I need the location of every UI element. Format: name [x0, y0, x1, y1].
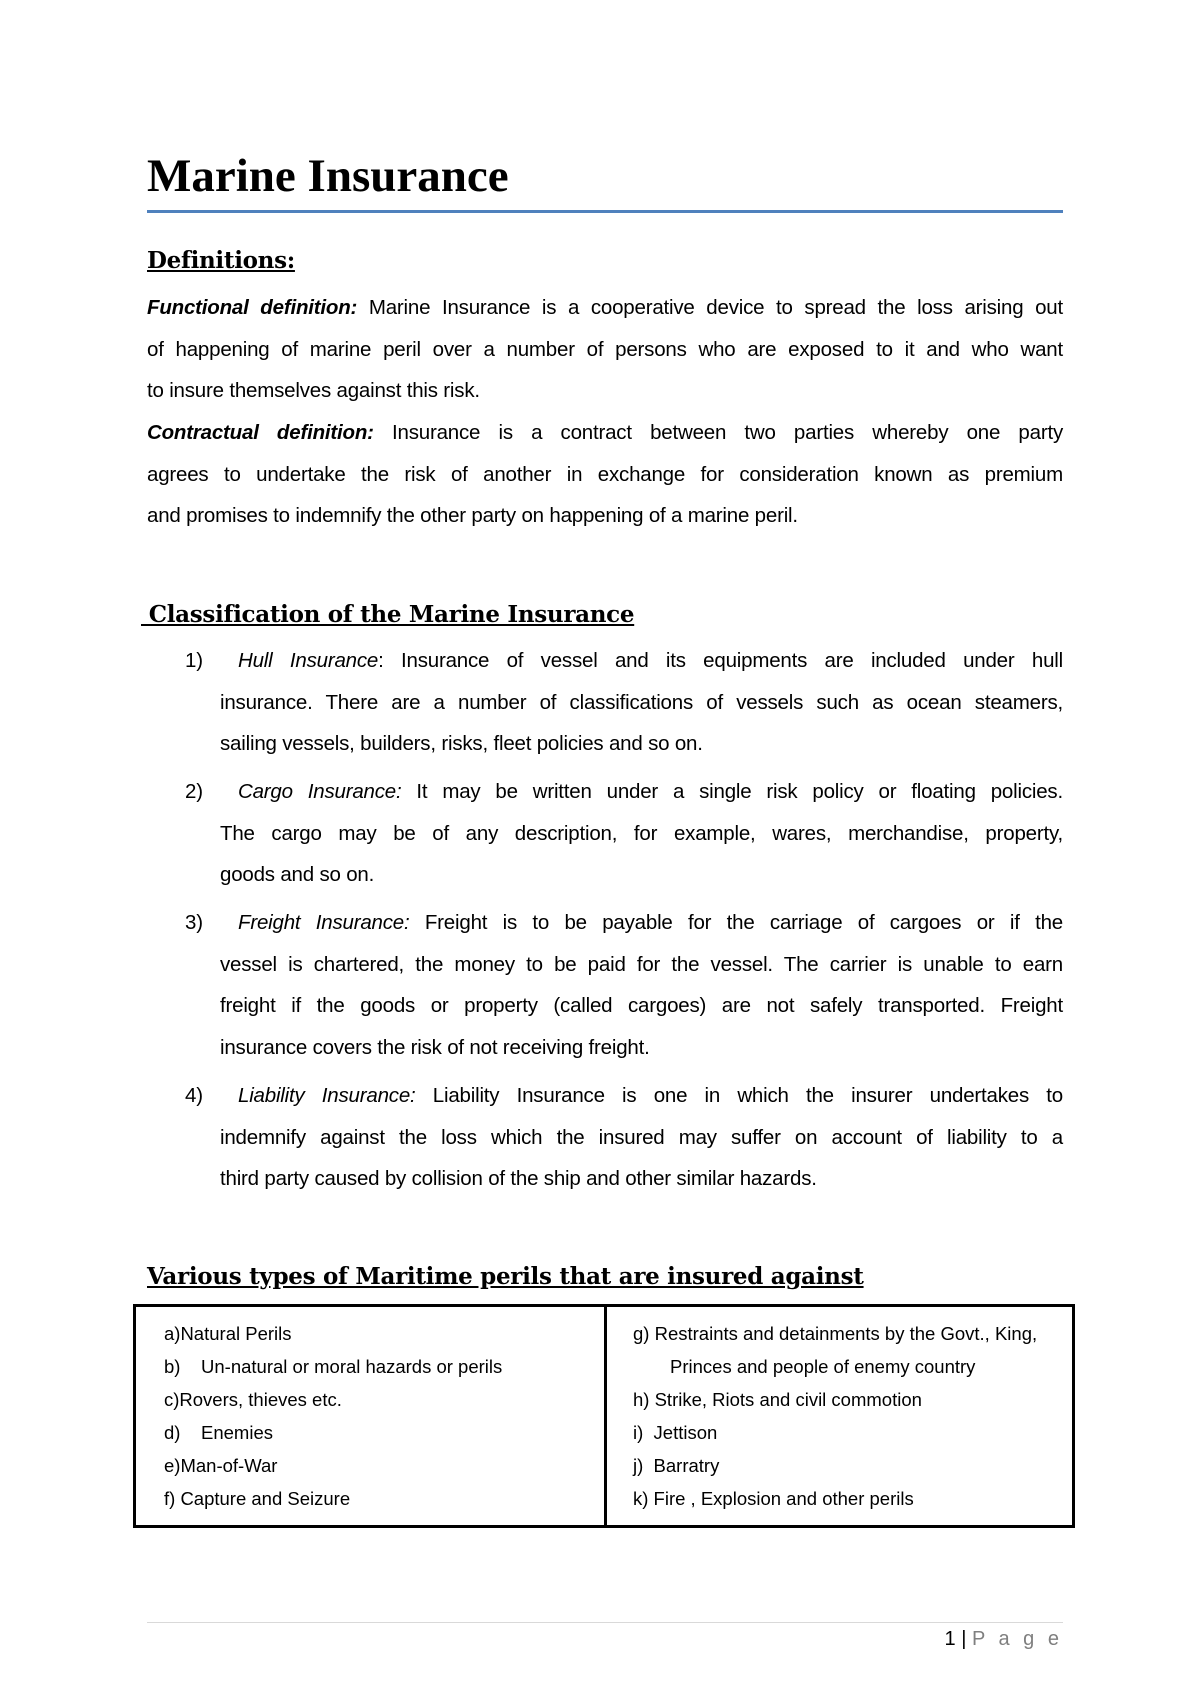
- page-label: P a g e: [971, 1628, 1063, 1650]
- peril-item: d) Enemies: [164, 1422, 273, 1443]
- cargo-line-3: goods and so on.: [220, 863, 375, 886]
- liability-line-3: third party caused by collision of the ship and other similar hazards.: [220, 1167, 817, 1190]
- contractual-line-1: Insurance is a contract between two parties whereby one party: [373, 421, 1063, 444]
- footer-rule: [147, 1622, 1063, 1623]
- freight-term: Freight Insurance:: [238, 911, 410, 934]
- definitions-heading: Definitions:: [147, 247, 295, 274]
- list-number: 2): [185, 780, 203, 803]
- title-underline-rule: [147, 210, 1063, 213]
- liability-line-2: indemnify against the loss which the insured may suffer on account of liability to a: [220, 1125, 1063, 1149]
- classification-item-freight: [147, 902, 1063, 1068]
- contractual-line-2: agrees to undertake the risk of another in exchange for consideration known as premium: [147, 462, 1063, 486]
- classification-item-liability: [147, 1075, 1063, 1200]
- contractual-term: Contractual definition:: [147, 421, 374, 444]
- list-number: 1): [185, 649, 203, 672]
- functional-term: Functional definition:: [147, 296, 358, 319]
- peril-item: b) Un-natural or moral hazards or perils: [164, 1356, 503, 1377]
- list-number: 3): [185, 911, 203, 934]
- page-separator: |: [961, 1628, 967, 1650]
- liability-term: Liability Insurance:: [238, 1084, 416, 1107]
- perils-right-column: [604, 1307, 1072, 1525]
- cargo-term: Cargo Insurance:: [238, 780, 402, 803]
- hull-line-2: insurance. There are a number of classifications of vessels such as ocean steamers,: [220, 690, 1063, 714]
- functional-line-3: to insure themselves against this risk.: [147, 379, 480, 402]
- cargo-line-1: It may be written under a single risk policy or floating policies.: [401, 780, 1063, 803]
- peril-item: c)Rovers, thieves etc.: [164, 1389, 342, 1410]
- liability-line-1: Liability Insurance is one in which the insurer undertakes to: [415, 1084, 1063, 1107]
- functional-definition: [147, 287, 1063, 412]
- peril-item: h) Strike, Riots and civil commotion: [633, 1389, 922, 1410]
- peril-item: a)Natural Perils: [164, 1323, 292, 1344]
- hull-line-1: : Insurance of vessel and its equipments are included under hull: [378, 649, 1063, 672]
- perils-left-column: [136, 1307, 604, 1525]
- page-number: 1: [944, 1628, 956, 1650]
- functional-line-2: of happening of marine peril over a number of persons who are exposed to it and who want: [147, 337, 1063, 361]
- cargo-line-2: The cargo may be of any description, for example, wares, merchandise, property,: [220, 821, 1063, 845]
- list-number: 4): [185, 1084, 203, 1107]
- functional-line-1: Marine Insurance is a cooperative device to spread the loss arising out: [357, 296, 1064, 319]
- hull-line-3: sailing vessels, builders, risks, fleet policies and so on.: [220, 732, 703, 755]
- peril-item: k) Fire , Explosion and other perils: [633, 1488, 914, 1509]
- hull-term: Hull Insurance: [238, 649, 379, 672]
- contractual-definition: [147, 412, 1063, 537]
- peril-item: g) Restraints and detainments by the Govt., King,: [633, 1323, 1038, 1344]
- classification-heading: Classification of the Marine Insurance: [141, 601, 635, 628]
- freight-line-1: Freight is to be payable for the carriage of cargoes or if the: [409, 911, 1064, 934]
- classification-item-cargo: [147, 771, 1063, 896]
- freight-line-3: freight if the goods or property (called cargoes) are not safely transported. Freight: [220, 994, 1063, 1017]
- classification-item-hull: [147, 640, 1063, 765]
- peril-item: i) Jettison: [633, 1422, 718, 1443]
- freight-line-2: vessel is chartered, the money to be paid for the vessel. The carrier is unable to earn: [220, 952, 1063, 976]
- peril-item-continuation: Princes and people of enemy country: [670, 1356, 976, 1377]
- peril-item: e)Man-of-War: [164, 1455, 278, 1476]
- page-footer: [945, 1628, 1063, 1651]
- page-title: Marine Insurance: [147, 150, 509, 202]
- peril-item: j) Barratry: [633, 1455, 720, 1476]
- freight-line-4: insurance covers the risk of not receiving freight.: [220, 1035, 650, 1059]
- peril-item: f) Capture and Seizure: [164, 1488, 351, 1509]
- contractual-line-3: and promises to indemnify the other party on happening of a marine peril.: [147, 504, 798, 527]
- perils-table: [133, 1304, 1075, 1528]
- perils-heading: Various types of Maritime perils that are insured against: [147, 1263, 864, 1290]
